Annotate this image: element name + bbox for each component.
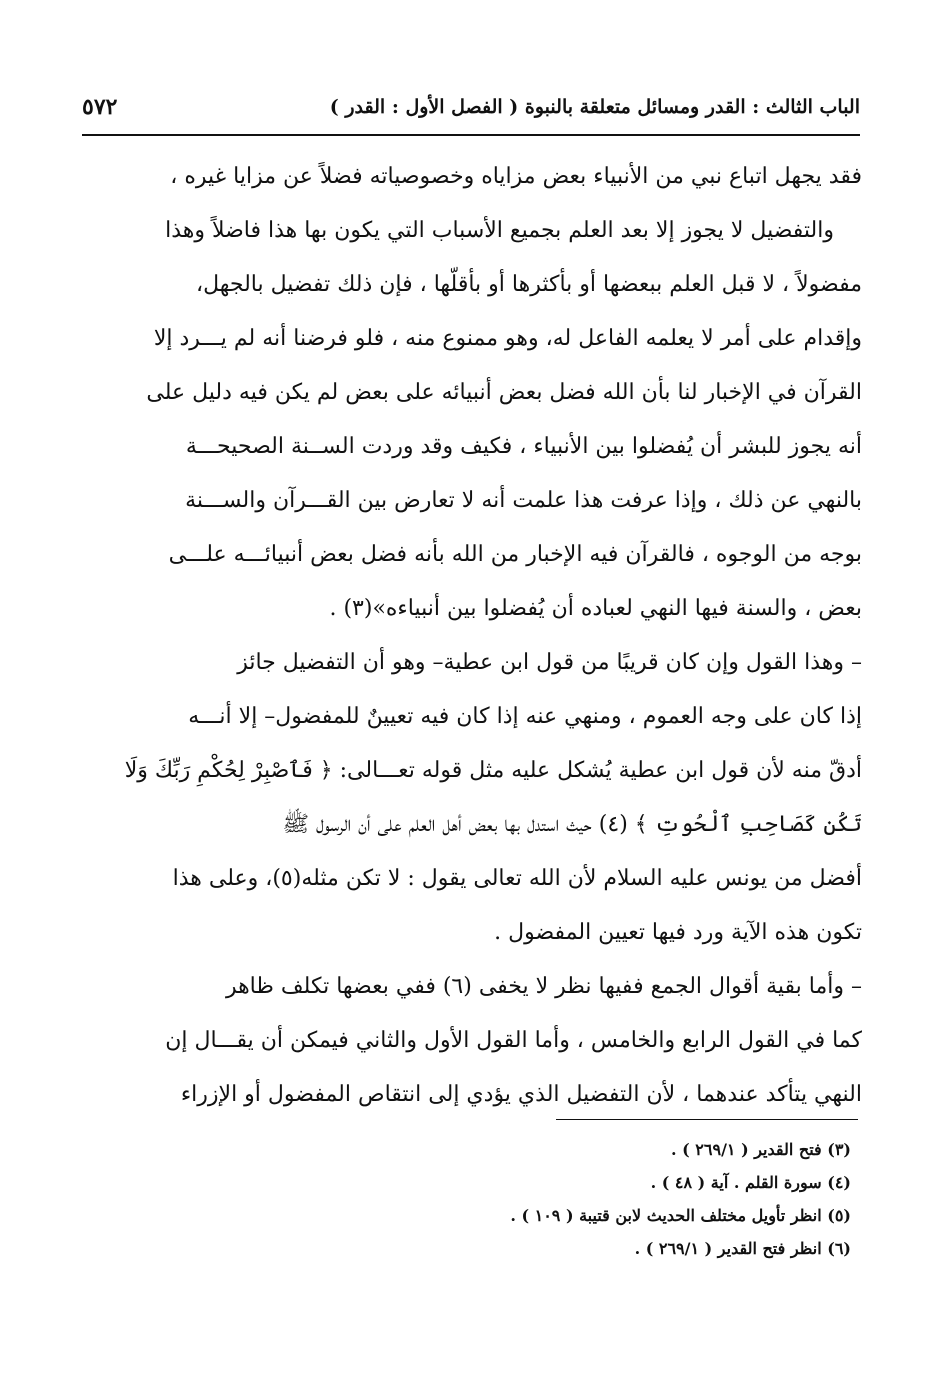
text-line: وإقدام على أمر لا يعلمه الفاعل له، وهو ممنوع منه ، فلو فرضنا أنه لم يـــرد إلا [153, 326, 862, 351]
text-line-quran: تَكُن كَصَاحِبِ ٱلْحُوتِ ﴾ (٤) حيث استدل بها بعض أهل العلم على أن الرسول ﷺ [282, 812, 862, 837]
text-line: بعض ، والسنة فيها النهي لعباده أن يُفضلوا بين أنبياءه»(٣) . [329, 596, 862, 621]
footnotes [291, 1133, 851, 1265]
text-line: – وأما بقية أقوال الجمع ففيها نظر لا يخفى (٦) ففي بعضها تكلف ظاهر [225, 974, 862, 999]
text-line: بوجه من الوجوه ، فالقرآن فيه الإخبار من الله بأنه فضل بعض أنبيائـــه علـــى [168, 542, 862, 567]
footnote-6: (٦) انظر فتح القدير ( ٢٦٩/١ ) . [634, 1239, 851, 1258]
text-line: والتفضيل لا يجوز إلا بعد العلم بجميع الأسباب التي يكون بها هذا فاضلاً وهذا [165, 218, 834, 243]
text-line: مفضولاً ، لا قبل العلم ببعضها أو بأكثرها أو بأقلّها ، فإن ذلك تفضيل بالجهل، [195, 272, 862, 297]
text-line: بالنهي عن ذلك ، وإذا عرفت هذا علمت أنه لا تعارض بين القـــرآن والســـنة [185, 488, 862, 513]
footnote-divider [556, 1119, 858, 1120]
footnote-5: (٥) انظر تأويل مختلف الحديث لابن قتيبة ( ١٠٩ ) . [510, 1206, 851, 1225]
page-number: ٥٧٢ [82, 94, 118, 120]
text-line: القرآن في الإخبار لنا بأن الله فضل بعض أنبيائه على بعض لم يكن فيه دليل على [146, 380, 862, 405]
text-line: النهي يتأكد عندهما ، لأن التفضيل الذي يؤدي إلى انتقاص المفضول أو الإزراء [180, 1082, 862, 1107]
text-line: تكون هذه الآية ورد فيها تعيين المفضول . [494, 920, 862, 945]
chapter-title: الباب الثالث : القدر ومسائل متعلقة بالنبوة ( الفصل الأول : القدر ) [329, 96, 860, 118]
text-line: إذا كان على وجه العموم ، ومنهي عنه إذا كان فيه تعيينٌ للمفضول– إلا أنـــه [188, 704, 862, 729]
text-line: كما في القول الرابع والخامس ، وأما القول الأول والثاني فيمكن أن يقـــال إن [165, 1028, 862, 1053]
footnote-3: (٣) فتح القدير ( ٢٦٩/١ ) . [671, 1140, 851, 1159]
footnote-4: (٤) سورة القلم . آية ( ٤٨ ) . [650, 1173, 851, 1192]
text-line: أنه يجوز للبشر أن يُفضلوا بين الأنبياء ، فكيف وقد وردت الســنة الصحيحـــة [185, 434, 862, 459]
text-line: أفضل من يونس عليه السلام لأن الله تعالى يقول : لا تكن مثله(٥)، وعلى هذا [172, 866, 862, 891]
main-text [78, 150, 862, 1122]
text-line: فقد يجهل اتباع نبي من الأنبياء بعض مزاياه وخصوصياته فضلاً عن مزايا غيره ، [170, 164, 862, 189]
text-line-quran: أدقّ منه لأن قول ابن عطية يُشكل عليه مثل قوله تعـــالى: ﴿ فَٱصْبِرْ لِحُكْمِ رَبِّكَ وَلَا [124, 758, 862, 783]
running-header [82, 92, 860, 132]
text-line: – وهذا القول وإن كان قريبًا من قول ابن عطية– وهو أن التفضيل جائز [237, 650, 862, 675]
header-divider [82, 134, 860, 136]
